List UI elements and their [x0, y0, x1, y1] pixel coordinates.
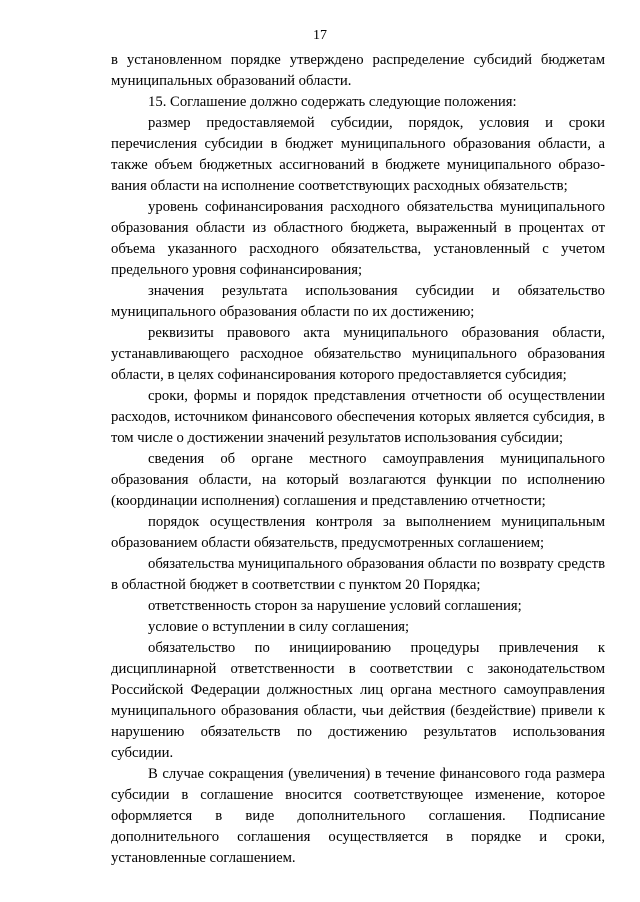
paragraph: обязательства муниципального образования области по возврату средств в областной бюджет в соответствии с пунктом 20 Порядка; [111, 556, 605, 593]
paragraph: условие о вступлении в силу соглашения; [148, 619, 410, 635]
paragraph: В случае сокращения (увеличения) в течение финансового года размера субсидии в соглашение вносится соответствующее изменение, которое оформляется в виде дополнительного соглашения. Подписание дополнительного соглашения осуществляется в порядке и сроки, установленные соглашением. [111, 766, 605, 866]
paragraph: размер предоставляемой субсидии, порядок, условия и сроки перечисления субсидии в бюджет муниципального образования области, а также объем бюджетных ассигнований в бюджете муниципального образования области на исполнение соответствующих расходных обязательств; [111, 115, 605, 194]
paragraph: значения результата использования субсидии и обязательство муниципального образования области по их достижению; [111, 283, 605, 320]
paragraph: порядок осуществления контроля за выполнением муниципальным образованием области обязательств, предусмотренных соглашением; [111, 514, 605, 551]
paragraph: сведения об органе местного самоуправления муниципального образования области, на который возлагаются функции по исполнению (координации исполнения) соглашения и представлению отчетности; [111, 451, 605, 509]
page-number: 17 [313, 28, 327, 43]
paragraph: сроки, формы и порядок представления отчетности об осуществлении расходов, источником финансового обеспечения которых является субсидия, в том числе о достижении значений результатов использования субсидии; [111, 388, 605, 446]
paragraph: реквизиты правового акта муниципального образования области, устанавливающего расходное обязательство муниципального образования области, в целях софинансирования которого предоставляется субсидия; [111, 325, 605, 383]
paragraph: обязательство по инициированию процедуры привлечения к дисциплинарной ответственности в соответствии с законодательством Российской Федерации должностных лиц органа местного самоуправления муниципального образования области, чьи действия (бездействие) привели к нарушению обязательств по достижению результатов использования субсидии. [111, 640, 605, 761]
paragraph: уровень софинансирования расходного обязательства муниципального образования области из областного бюджета, выраженный в процентах от объема указанного расходного обязательства, установленный с учетом предельного уровня софинансирования; [111, 199, 605, 278]
paragraph: 15. Соглашение должно содержать следующие положения: [148, 94, 517, 110]
paragraph: ответственность сторон за нарушение условий соглашения; [148, 598, 522, 614]
paragraph: в установленном порядке утверждено распределение субсидий бюджетам муниципальных образований области. [111, 52, 605, 89]
document-body [111, 50, 605, 869]
